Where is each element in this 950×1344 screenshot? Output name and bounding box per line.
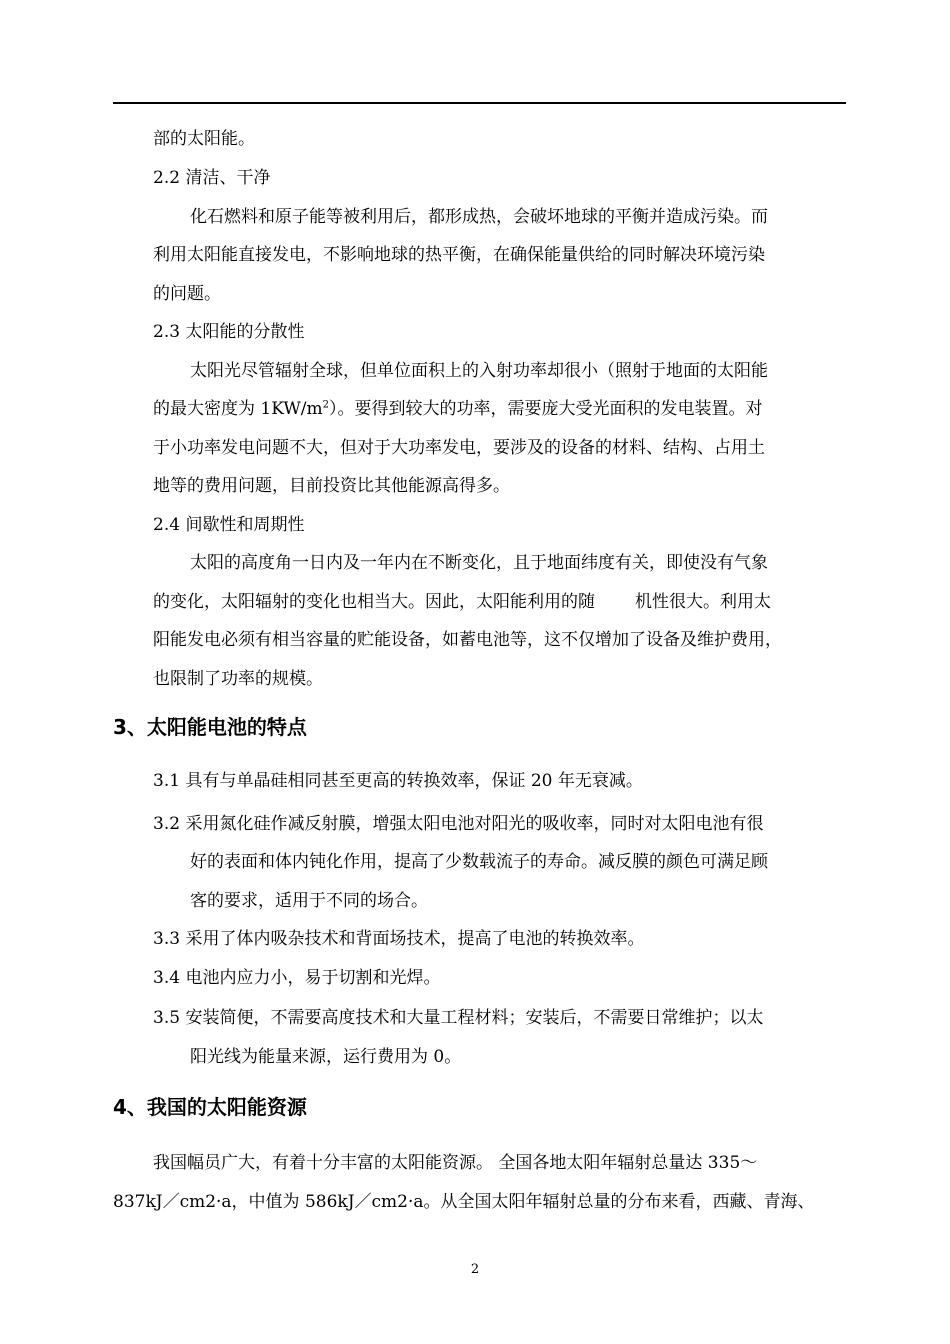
list-item: 3.4 电池内应力小，易于切割和光焊。 <box>153 968 441 988</box>
section-heading-2-3: 2.3 太阳能的分散性 <box>153 322 305 342</box>
superscript: 2 <box>322 399 330 411</box>
chapter-heading-3: 3、太阳能电池的特点 <box>113 715 307 739</box>
paragraph-line: 地等的费用问题，目前投资比其他能源高得多。 <box>153 476 510 496</box>
list-item: 3.1 具有与单晶硅相同甚至更高的转换效率，保证 20 年无衰减。 <box>153 771 643 791</box>
paragraph-line <box>153 397 763 421</box>
paragraph-line: 的问题。 <box>153 284 221 304</box>
paragraph-line: 我国幅员广大，有着十分丰富的太阳能资源。 全国各地太阳年辐射总量达 335～ <box>153 1153 758 1173</box>
list-item-continuation: 阳光线为能量来源，运行费用为 0。 <box>190 1047 462 1067</box>
text-run: 机性很大。利用太 <box>635 592 771 612</box>
paragraph-line: 化石燃料和原子能等被利用后，都形成热，会破坏地球的平衡并造成污染。而 <box>190 207 768 227</box>
paragraph-line: 太阳的高度角一日内及一年内在不断变化，且于地面纬度有关，即使没有气象 <box>190 553 768 573</box>
paragraph-line: 于小功率发电问题不大，但对于大功率发电，要涉及的设备的材料、结构、占用土 <box>153 438 765 458</box>
paragraph-line: 837kJ／cm2·a，中值为 586kJ／cm2·a。从全国太阳年辐射总量的分布来看，西藏、青海、 <box>113 1192 815 1212</box>
list-item: 3.2 采用氮化硅作减反射膜，增强太阳电池对阳光的吸收率，同时对太阳电池有很 <box>153 814 764 834</box>
paragraph-line: 也限制了功率的规模。 <box>153 669 323 689</box>
list-item-continuation: 客的要求，适用于不同的场合。 <box>190 891 428 911</box>
header-rule <box>113 102 846 104</box>
section-heading-2-2: 2.2 清洁、干净 <box>153 168 271 188</box>
list-item: 3.3 采用了体内吸杂技术和背面场技术，提高了电池的转换效率。 <box>153 929 645 949</box>
paragraph-line: 部的太阳能。 <box>153 129 255 149</box>
chapter-heading-4: 4、我国的太阳能资源 <box>113 1095 307 1119</box>
paragraph-line: 太阳光尽管辐射全球，但单位面积上的入射功率却很小（照射于地面的太阳能 <box>190 361 768 381</box>
paragraph-line <box>153 590 771 614</box>
paragraph-line: 利用太阳能直接发电，不影响地球的热平衡，在确保能量供给的同时解决环境污染 <box>153 245 765 265</box>
section-heading-2-4: 2.4 间歇性和周期性 <box>153 515 305 535</box>
text-run: 的最大密度为 1KW/m <box>153 399 323 419</box>
list-item: 3.5 安装简便，不需要高度技术和大量工程材料；安装后，不需要日常维护；以太 <box>153 1008 764 1028</box>
text-run: 的变化，太阳辐射的变化也相当大。因此，太阳能利用的随 <box>153 592 595 612</box>
paragraph-line: 阳能发电必须有相当容量的贮能设备，如蓄电池等，这不仅增加了设备及维护费用， <box>153 630 782 650</box>
text-run: ）。要得到较大的功率，需要庞大受光面积的发电装置。对 <box>329 399 763 419</box>
list-item-continuation: 好的表面和体内钝化作用，提高了少数载流子的寿命。减反膜的颜色可满足顾 <box>190 852 768 872</box>
page-number: 2 <box>470 1262 480 1277</box>
